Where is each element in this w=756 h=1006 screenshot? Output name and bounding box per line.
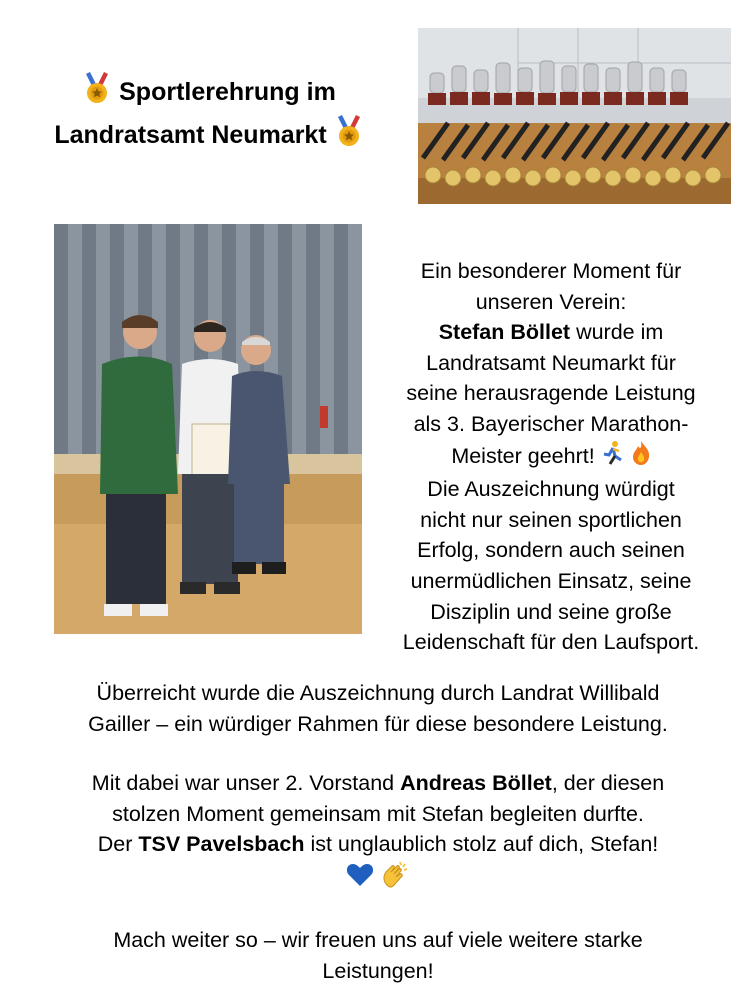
page-title xyxy=(14,72,404,158)
presentation-paragraph xyxy=(10,678,746,739)
text-line: Gailler – ein würdiger Rahmen für diese besondere Leistung. xyxy=(88,711,668,736)
text-line: Die Auszeichnung würdigt xyxy=(427,477,675,502)
title-line-1: Sportlerehrung im xyxy=(119,78,336,107)
blue-heart-icon xyxy=(346,863,374,896)
medal-icon xyxy=(82,72,112,115)
text-line: Mit dabei war unser 2. Vorstand Andreas Böllet, der diesen xyxy=(91,771,665,795)
text-line: Überreicht wurde die Auszeichnung durch Landrat Willibald xyxy=(96,681,660,705)
text-line: Landratsamt Neumarkt für xyxy=(426,350,676,375)
text-line: Erfolg, sondern auch seinen xyxy=(417,538,685,563)
text-line: Der TSV Pavelsbach ist unglaublich stolz auf dich, Stefan! xyxy=(97,832,659,856)
text-line: Stefan Böllet wurde im xyxy=(438,320,664,345)
closing-paragraph xyxy=(10,925,746,986)
emoji-line xyxy=(10,860,746,899)
clapping-hands-icon xyxy=(380,860,410,899)
text-line: unermüdlichen Einsatz, seine xyxy=(410,568,692,593)
runner-icon xyxy=(601,440,625,475)
text-line: Leidenschaft für den Laufsport. xyxy=(402,630,700,655)
text-line: unseren Verein: xyxy=(475,289,627,314)
text-line: nicht nur seinen sportlichen xyxy=(420,507,682,532)
text-line: seine herausragende Leistung xyxy=(406,381,696,406)
club-name: TSV Pavelsbach xyxy=(138,832,305,856)
award-ceremony-photo xyxy=(54,224,362,634)
text-line: Leistungen! xyxy=(322,958,434,983)
text-line: Ein besonderer Moment für xyxy=(420,259,682,283)
attendance-paragraph xyxy=(10,768,746,898)
fire-icon xyxy=(631,440,651,475)
announcement-text xyxy=(368,256,734,658)
honoree-name: Stefan Böllet xyxy=(438,320,571,345)
medal-icon xyxy=(334,115,364,158)
text-line: als 3. Bayerischer Marathon- xyxy=(413,411,689,436)
trophies-photo xyxy=(418,28,731,204)
text-line: Disziplin und seine große xyxy=(430,599,672,624)
text-line: Meister geehrt! xyxy=(368,440,734,475)
board-member-name: Andreas Böllet xyxy=(400,771,552,795)
title-line-2: Landratsamt Neumarkt xyxy=(54,121,327,150)
text-line: stolzen Moment gemeinsam mit Stefan begleiten durfte. xyxy=(112,801,644,826)
text-line: Mach weiter so – wir freuen uns auf viele weitere starke xyxy=(113,928,643,952)
